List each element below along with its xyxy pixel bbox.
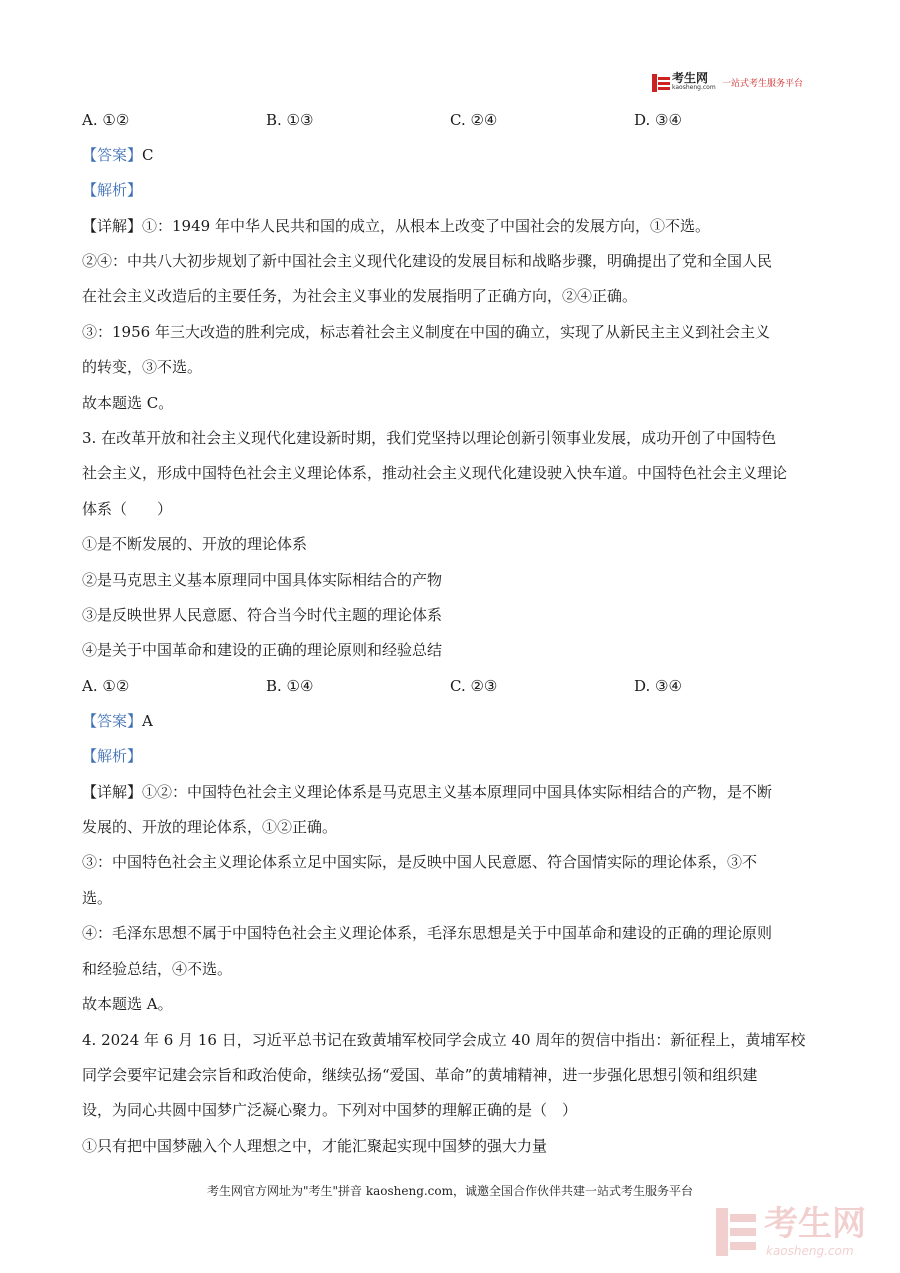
watermark-text: 考生网 [764,1204,866,1244]
q2-conclusion: 故本题选 C。 [82,394,174,412]
q4-stem-line: 设，为同心共圆中国梦广泛凝心聚力。下列对中国梦的理解正确的是（ ） [82,1101,578,1119]
header-logo [652,72,822,96]
q3-conclusion: 故本题选 A。 [82,995,173,1013]
q2-answer [82,145,154,165]
q3-option-a: A. ①② [82,677,130,695]
q3-option-b: B. ①④ [266,677,314,695]
q2-analysis-label: 【解析】 [82,181,143,199]
watermark-domain: kaosheng.com [766,1244,854,1258]
q3-detail-line: ③：中国特色社会主义理论体系立足中国实际，是反映中国人民意愿、符合国情实际的理论体系，③不 [82,853,758,871]
q2-option-c: C. ②④ [450,111,498,129]
q3-stem-line: 3. 在改革开放和社会主义现代化建设新时期，我们党坚持以理论创新引领事业发展，成功开创了中国特色 [82,429,777,447]
q3-stem-line: 体系（ ） [82,500,173,518]
q3-detail-line: ④：毛泽东思想不属于中国特色社会主义理论体系，毛泽东思想是关于中国革命和建设的正确的理论原则 [82,924,773,942]
q2-detail-line: 在社会主义改造后的主要任务，为社会主义事业的发展指明了正确方向，②④正确。 [82,287,638,305]
q3-statement: ③是反映世界人民意愿、符合当今时代主题的理论体系 [82,606,443,624]
q3-option-d: D. ③④ [634,677,682,695]
q2-option-b: B. ①③ [266,111,314,129]
q3-stem-line: 社会主义，形成中国特色社会主义理论体系，推动社会主义现代化建设驶入快车道。中国特色社会主义理论 [82,464,788,482]
logo-brand: 考生网 [672,71,709,85]
q4-stem-line: 4. 2024 年 6 月 16 日，习近平总书记在致黄埔军校同学会成立 40 周年的贺信中指出：新征程上，黄埔军校 [82,1031,806,1049]
q2-detail-line: ③：1956 年三大改造的胜利完成，标志着社会主义制度在中国的确立，实现了从新民主主义到社会主义 [82,323,770,341]
q2-option-a: A. ①② [82,111,130,129]
logo-domain: kaosheng.com [672,84,716,91]
kaosheng-logo-icon [652,74,670,92]
q2-detail-line: 的转变，③不选。 [82,358,203,376]
watermark-logo-icon [716,1208,756,1256]
q3-answer-label: 【答案】 [82,712,143,730]
q4-stem-line: 同学会要牢记建会宗旨和政治使命，继续弘扬“爱国、革命”的黄埔精神，进一步强化思想引领和组织建 [82,1066,758,1084]
q3-detail-line: 选。 [82,889,113,907]
q3-answer [82,711,153,731]
q3-detail-line: 【详解】①②：中国特色社会主义理论体系是马克思主义基本原理同中国具体实际相结合的产物，是不断 [82,783,773,801]
q2-answer-value: C [142,146,154,164]
q3-statement: ②是马克思主义基本原理同中国具体实际相结合的产物 [82,571,443,589]
q2-detail-line: 【详解】①：1949 年中华人民共和国的成立，从根本上改变了中国社会的发展方向，①不选。 [82,217,710,235]
q3-analysis-label: 【解析】 [82,747,143,765]
q3-detail-line: 发展的、开放的理论体系，①②正确。 [82,818,338,836]
q4-statement: ①只有把中国梦融入个人理想之中，才能汇聚起实现中国梦的强大力量 [82,1137,548,1155]
q3-detail-line: 和经验总结，④不选。 [82,960,233,978]
logo-slogan: 一站式考生服务平台 [722,79,804,89]
q2-detail-line: ②④：中共八大初步规划了新中国社会主义现代化建设的发展目标和战略步骤，明确提出了党和全国人民 [82,252,773,270]
page-footer: 考生网官方网址为"考生"拼音 kaosheng.com，诚邀全国合作伙伴共建一站式考生服务平台 [206,1184,694,1198]
q3-statement: ①是不断发展的、开放的理论体系 [82,535,308,553]
q3-statement: ④是关于中国革命和建设的正确的理论原则和经验总结 [82,641,443,659]
q2-option-d: D. ③④ [634,111,682,129]
watermark [716,1204,886,1264]
q3-option-c: C. ②③ [450,677,498,695]
q2-answer-label: 【答案】 [82,146,143,164]
q3-answer-value: A [142,712,153,730]
